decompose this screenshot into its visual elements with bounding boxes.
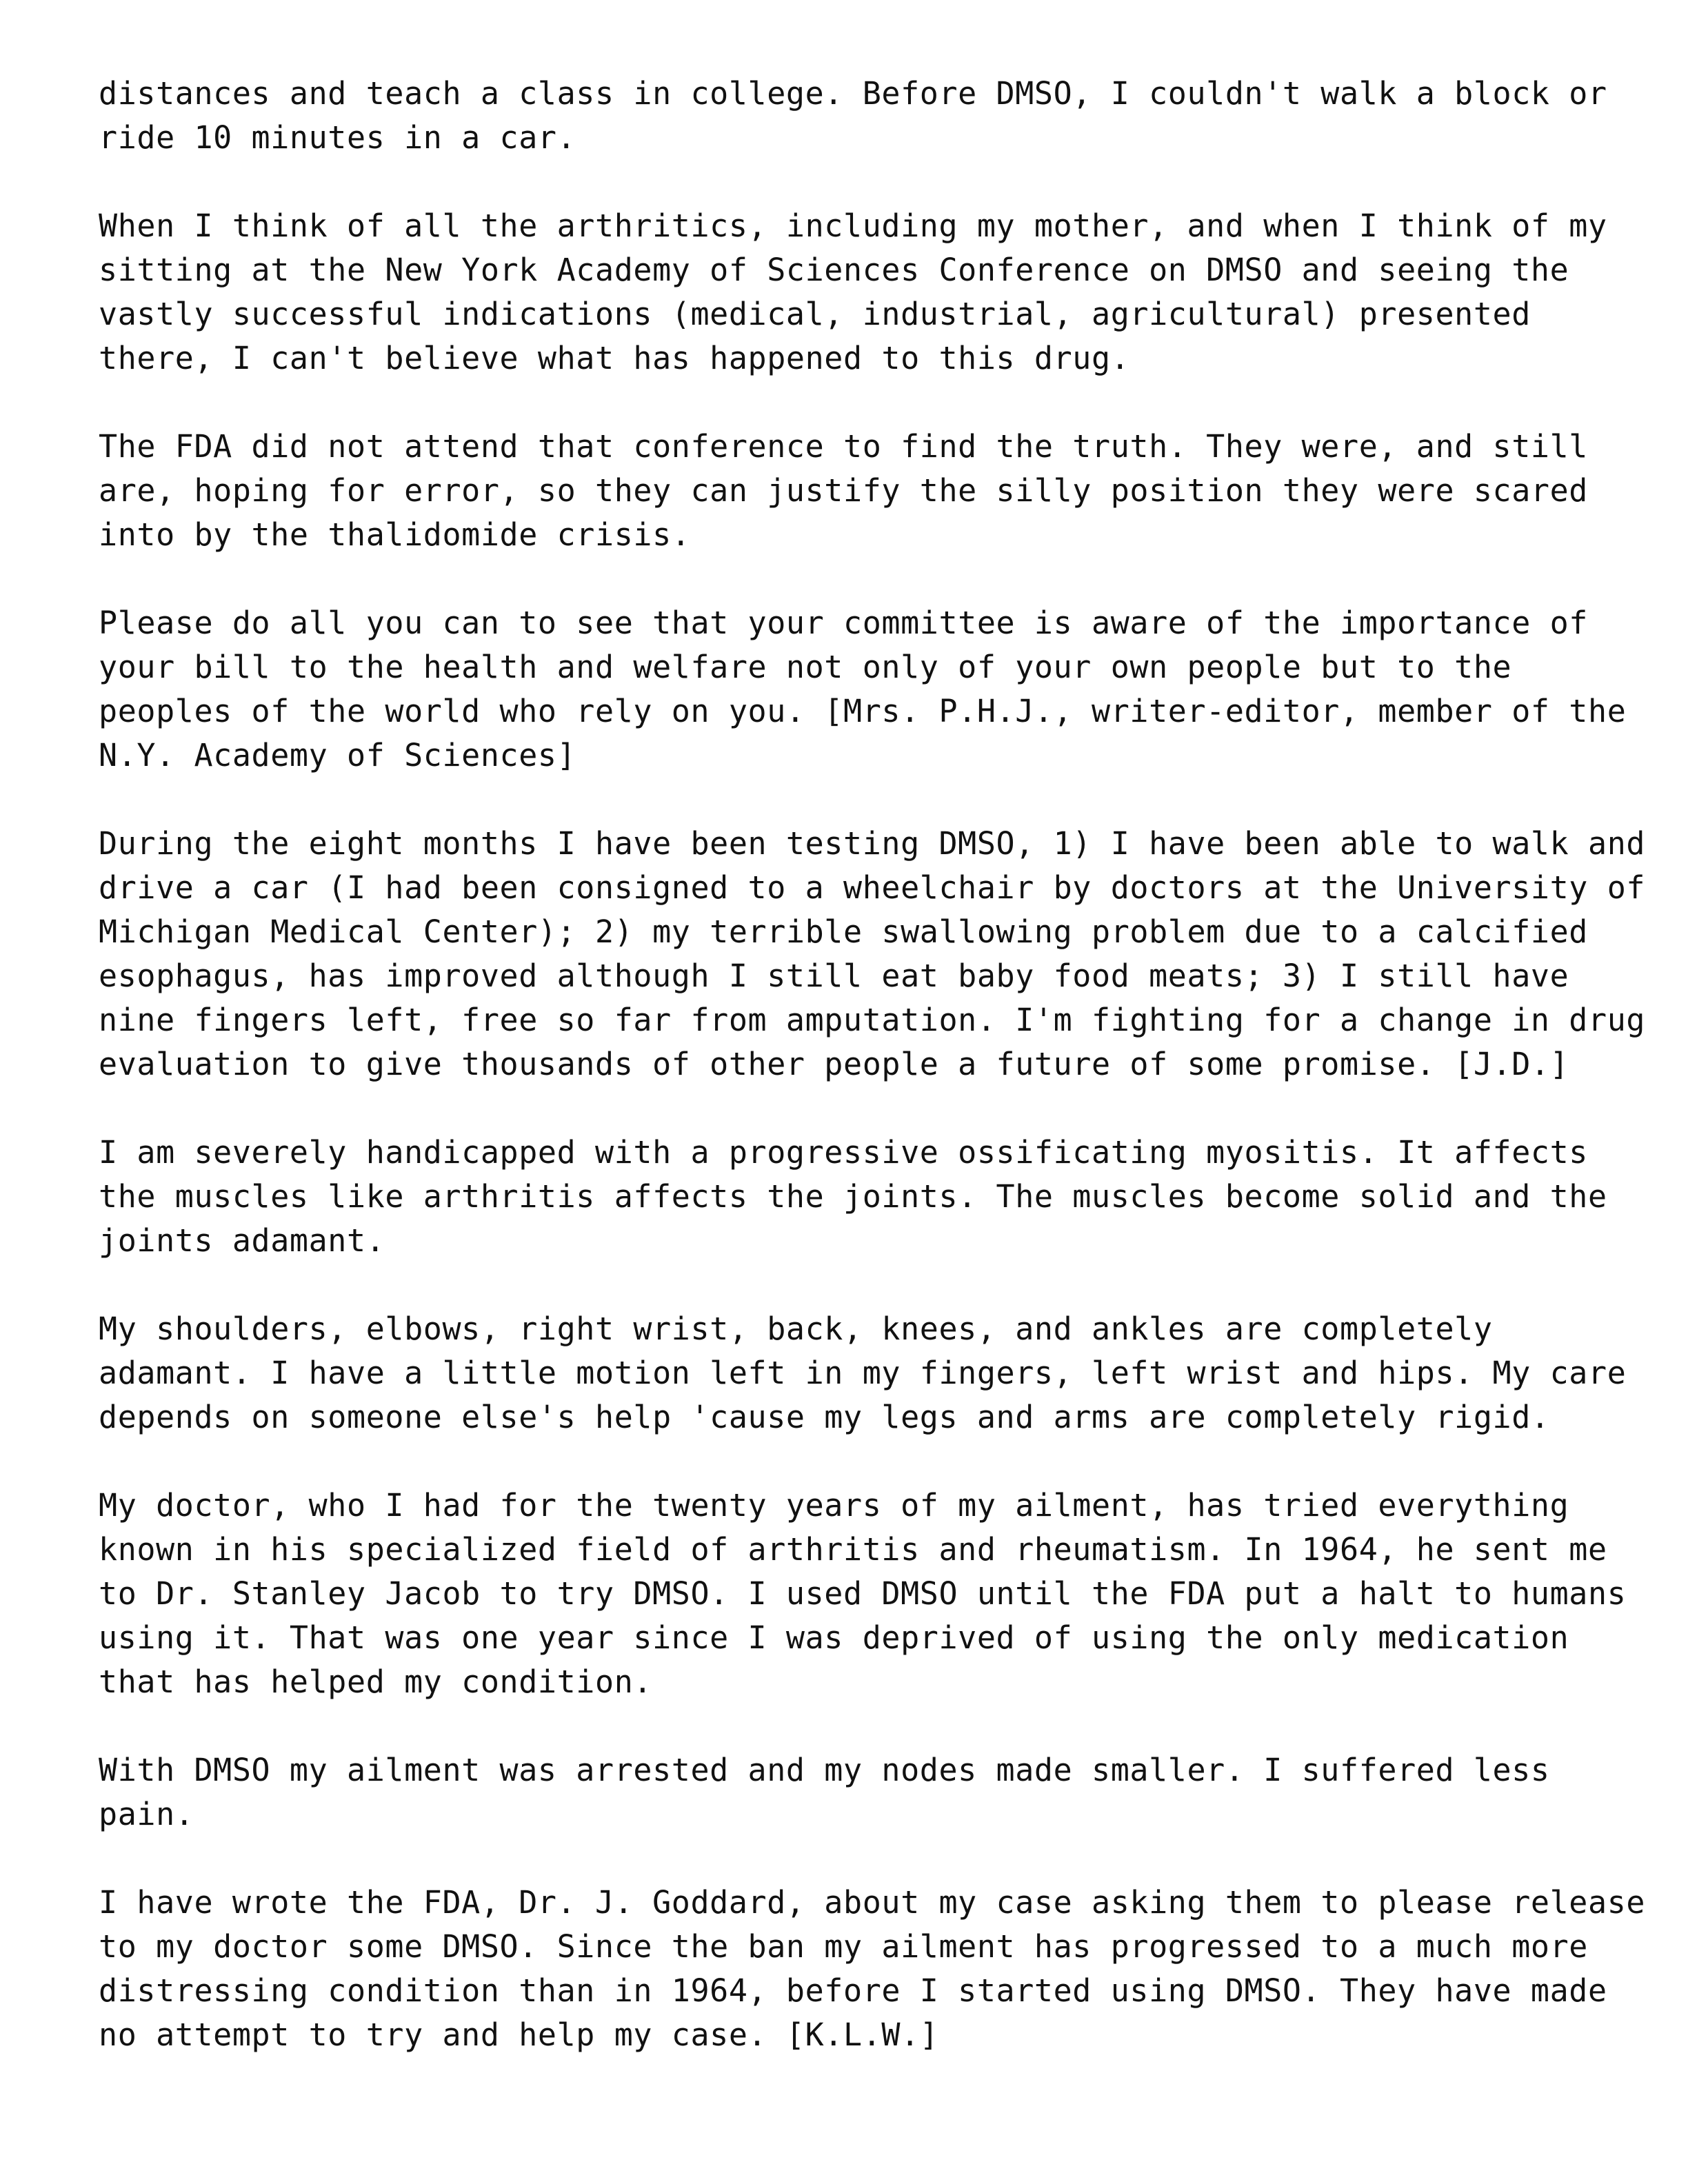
text-line: known in his specialized field of arthritis and rheumatism. In 1964, he sent me: [99, 1531, 1607, 1568]
text-line: Michigan Medical Center); 2) my terrible swallowing problem due to a calcified: [99, 913, 1588, 950]
text-line: no attempt to try and help my case. [K.L.W.]: [99, 2016, 939, 2053]
text-line: My doctor, who I had for the twenty years of my ailment, has tried everything: [99, 1487, 1569, 1524]
text-line: pain.: [99, 1796, 194, 1832]
text-line: sitting at the New York Academy of Sciences Conference on DMSO and seeing the: [99, 252, 1569, 288]
paragraph-7: [99, 1307, 1627, 1439]
text-line: are, hoping for error, so they can justify the silly position they were scared: [99, 472, 1588, 509]
text-line: vastly successful indications (medical, industrial, agricultural) presented: [99, 296, 1531, 332]
text-line: the muscles like arthritis affects the joints. The muscles become solid and the: [99, 1178, 1607, 1215]
text-line: During the eight months I have been testing DMSO, 1) I have been able to walk and: [99, 825, 1646, 862]
text-line: N.Y. Academy of Sciences]: [99, 737, 576, 774]
paragraph-3: [99, 425, 1616, 557]
text-line: peoples of the world who rely on you. [Mrs. P.H.J., writer-editor, member of the: [99, 693, 1627, 729]
text-line: drive a car (I had been consigned to a wheelchair by doctors at the University of: [99, 869, 1646, 906]
text-line: The FDA did not attend that conference to find the truth. They were, and still: [99, 428, 1588, 465]
text-line: When I think of all the arthritics, including my mother, and when I think of my: [99, 208, 1607, 244]
text-line: to Dr. Stanley Jacob to try DMSO. I used DMSO until the FDA put a halt to humans: [99, 1575, 1627, 1612]
text-line: distressing condition than in 1964, before I started using DMSO. They have made: [99, 1972, 1607, 2009]
paragraph-1: [99, 72, 1616, 160]
text-line: your bill to the health and welfare not only of your own people but to the: [99, 649, 1512, 685]
text-line: there, I can't believe what has happened to this drug.: [99, 340, 1130, 376]
paragraph-4: [99, 601, 1627, 778]
text-line: adamant. I have a little motion left in my fingers, left wrist and hips. My care: [99, 1355, 1627, 1391]
paragraph-5: [99, 822, 1646, 1086]
text-line: Please do all you can to see that your committee is aware of the importance of: [99, 605, 1588, 641]
text-line: into by the thalidomide crisis.: [99, 516, 691, 553]
paragraph-8: [99, 1484, 1627, 1704]
text-line: depends on someone else's help 'cause my legs and arms are completely rigid.: [99, 1399, 1550, 1435]
document-page: [99, 72, 1646, 2101]
text-line: I have wrote the FDA, Dr. J. Goddard, about my case asking them to please release: [99, 1884, 1646, 1921]
text-line: I am severely handicapped with a progressive ossificating myositis. It affects: [99, 1134, 1588, 1171]
text-line: that has helped my condition.: [99, 1664, 653, 1700]
text-line: nine fingers left, free so far from amputation. I'm fighting for a change in drug: [99, 1002, 1646, 1038]
text-line: to my doctor some DMSO. Since the ban my ailment has progressed to a much more: [99, 1928, 1588, 1965]
text-line: evaluation to give thousands of other people a future of some promise. [J.D.]: [99, 1046, 1569, 1082]
text-line: esophagus, has improved although I still eat baby food meats; 3) I still have: [99, 958, 1569, 994]
text-line: ride 10 minutes in a car.: [99, 119, 576, 156]
paragraph-6: [99, 1131, 1616, 1263]
text-line: My shoulders, elbows, right wrist, back, knees, and ankles are completely: [99, 1311, 1493, 1347]
paragraph-9: [99, 1748, 1616, 1837]
text-line: joints adamant.: [99, 1222, 385, 1259]
text-line: using it. That was one year since I was deprived of using the only medication: [99, 1619, 1569, 1656]
paragraph-10: [99, 1881, 1646, 2057]
text-line: With DMSO my ailment was arrested and my nodes made smaller. I suffered less: [99, 1752, 1550, 1788]
paragraph-2: [99, 204, 1616, 381]
text-line: distances and teach a class in college. Before DMSO, I couldn't walk a block or: [99, 75, 1607, 112]
